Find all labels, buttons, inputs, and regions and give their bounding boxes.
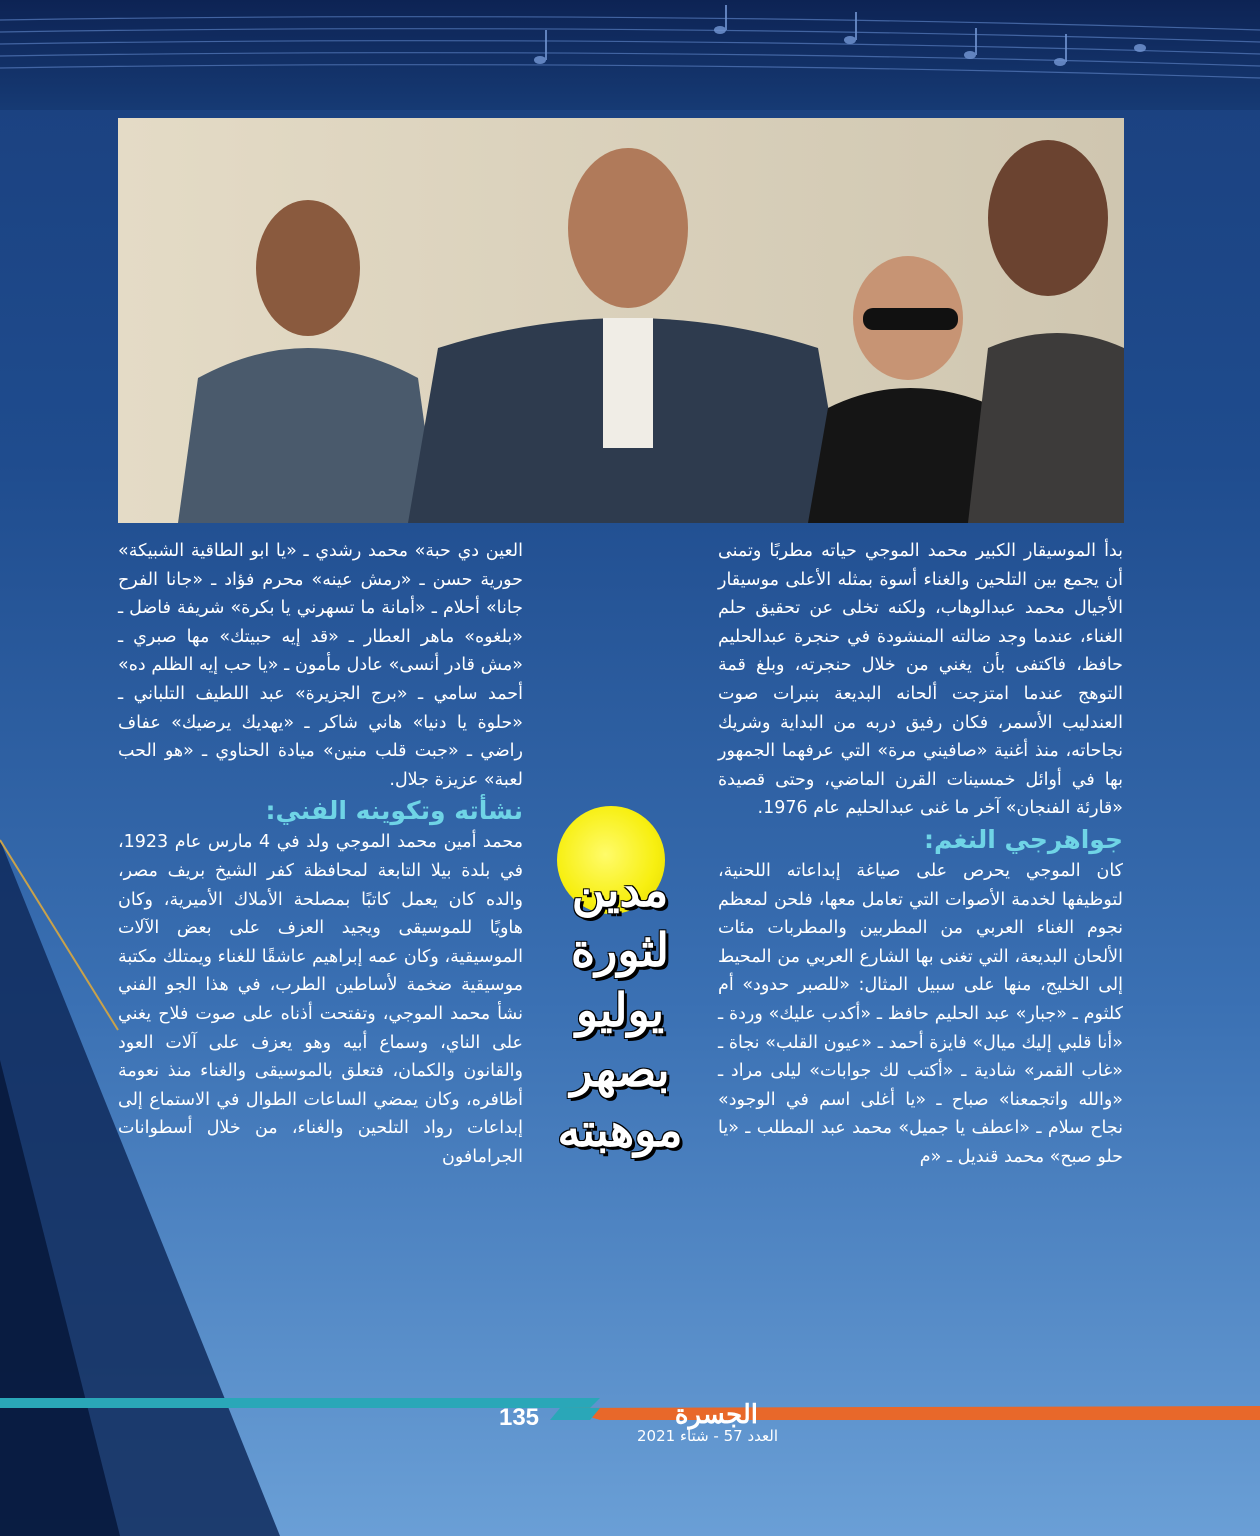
article-paragraph: كان الموجي يحرص على صياغة إبداعاته اللحنية، لتوظيفها لخدمة الأصوات التي تعامل معها، فلحن لمعظم نجوم الغناء العربي من المطربين والمطربات مئات الألحان البديعة، التي تغنى بها الشارع العربي من المحيط إلى الخليج، منها على سبيل المثال: «للصبر حدود» أم كلثوم ـ «جبار» عبد الحليم حافظ ـ «أكدب عليك» وردة ـ «أنا قلبي إليك ميال» فايزة أحمد ـ «عيون القلب» نجاة ـ «غاب القمر» شادية ـ «أكتب لك جوابات» ليلى مراد ـ «والله واتجمعنا» صباح ـ «يا أغلى اسم في الوجود» نجاح سلام ـ «اعطف يا جميل» محمد عبد المطلب ـ «يا حلو صبح» محمد قنديل ـ «م — [718, 860, 1123, 1167]
pull-quote-line: موهبته — [557, 1103, 683, 1157]
article-paragraph: بدأ الموسيقار الكبير محمد الموجي حياته مطربًا وتمنى أن يجمع بين التلحين والغناء أسوة بمثله الأعلى موسيقار الأجيال محمد عبدالوهاب، ولكنه تخلى عن تحقيق حلم الغناء، عندما وجد ضالته المنشودة في حنجرة عبدالحليم حافظ، فاكتفى بأن يغني من خلال حنجرته، وبلغ قمة التوهج عندما امتزجت ألحانه البديعة بنبرات صوت العندليب الأسمر، فكان رفيق دربه من البداية وشريك نجاحاته، منذ أغنية «صافيني مرة» التي عرفهما الجمهور بها في أوائل خمسينات القرن الماضي، وحتى قصيدة «قارئة الفنجان» آخر ما غنى عبدالحليم عام 1976. — [718, 541, 1123, 819]
section-heading: جواهرجي النغم: — [923, 824, 1123, 854]
historical-photo — [118, 118, 1124, 523]
article-paragraph: العين دي حبة» محمد رشدي ـ «يا ابو الطاقية الشبيكة» حورية حسن ـ «رمش عينه» محرم فؤاد ـ «جانا الفرح جانا» أحلام ـ «أمانة ما تسهرني يا بكرة» شريفة فاضل ـ «بلغوه» ماهر العطار ـ «قد إيه حبيتك» مها صبري ـ «مش قادر أنسى» عادل مأمون ـ «يا حب إيه الظلم ده» أحمد سامي ـ «برج الجزيرة» عبد اللطيف التلباني ـ «حلوة يا دنيا» هاني شاكر ـ «يهديك يرضيك» عفاف راضي ـ «جبت قلب منين» ميادة الحناوي ـ «هو الحب لعبة» عزيزة جلال. — [118, 541, 523, 790]
pull-quote-line: بصهر — [570, 1043, 670, 1097]
article-column-right — [718, 537, 1123, 1171]
pull-quote — [540, 860, 700, 1160]
article-paragraph: محمد أمين محمد الموجي ولد في 4 مارس عام 1923، في بلدة بيلا التابعة لمحافظة كفر الشيخ بريف مصر، والده كان يعمل كاتبًا بمصلحة الأملاك الأميرية، وكان هاويًا للموسيقى ويجيد العزف على بعض الآلات الموسيقية، وكان عمه إبراهيم عاشقًا للغناء ويمتلك مكتبة موسيقية ضخمة لأساطين الطرب، في هذا الجو الفني نشأ محمد الموجي، وتفتحت أذناه على صوت فلاح يغني على الناي، وسماع أبيه وهو يعزف على آلات العود والقانون والكمان، فتعلق بالموسيقى والغناء منذ نعومة أظافره، وكان يمضي الساعات الطوال في الاستماع إلى إبداعات رواد التلحين والغناء، من خلال أسطوانات الجرامافون — [118, 832, 523, 1167]
pull-quote-line: مدين — [571, 863, 669, 917]
page-number: 135 — [498, 1404, 540, 1431]
pull-quote-line: يوليو — [575, 983, 665, 1037]
article-column-left — [118, 537, 523, 1171]
magazine-logo: الجسرة — [674, 1400, 758, 1430]
music-staff-icon — [0, 0, 1260, 110]
pull-quote-line: لثورة — [571, 923, 669, 977]
issue-info: العدد 57 - شتاء 2021 — [636, 1427, 778, 1445]
section-heading: نشأته وتكوينه الفني: — [265, 796, 523, 826]
